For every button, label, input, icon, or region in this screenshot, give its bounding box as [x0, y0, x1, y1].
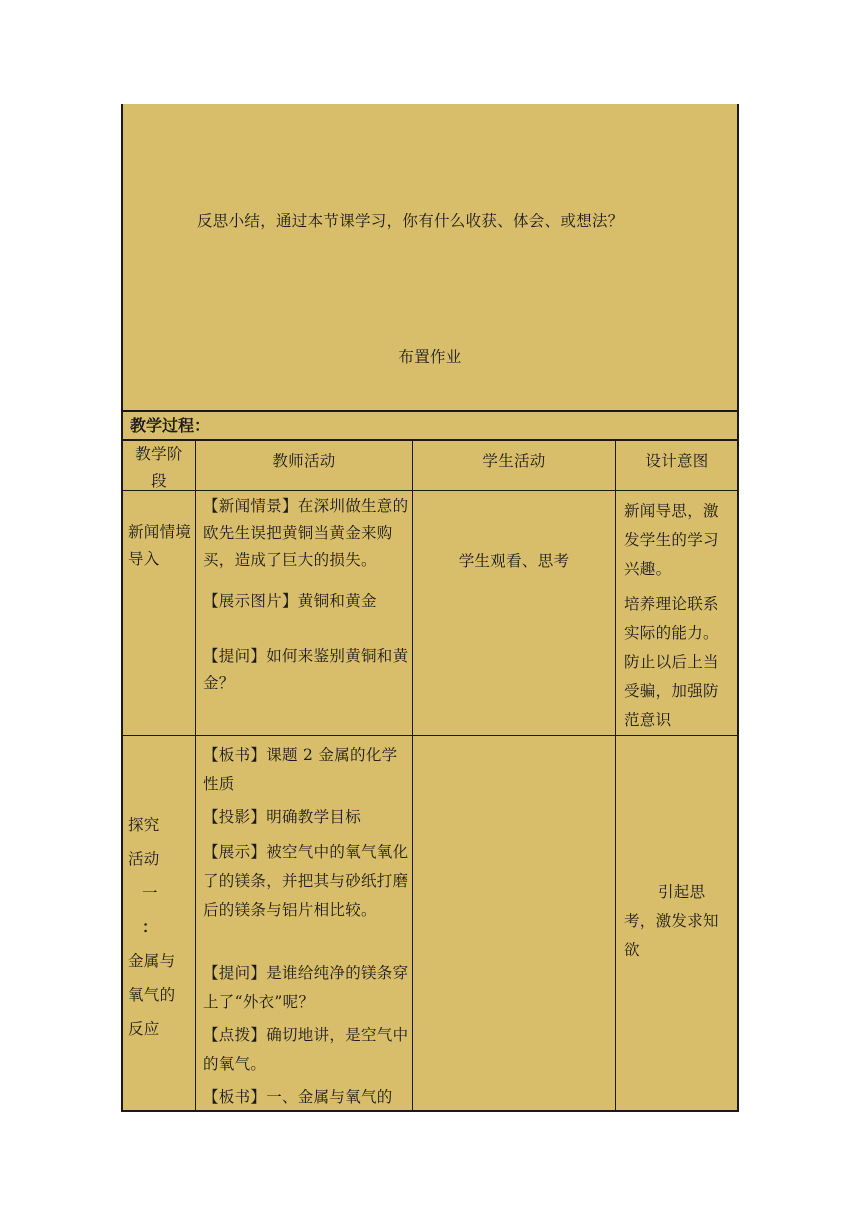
row-divider [121, 490, 739, 491]
section-label: 教学过程： [130, 416, 211, 435]
row2-stage-line: 活动 [128, 850, 160, 868]
row-divider [121, 735, 739, 736]
reflection-panel [121, 104, 739, 412]
row2-stage-line: 探究 [128, 816, 160, 834]
row2-teacher-show: 【展示】被空气中的氧气氧化了的镁条，并把其与砂纸打磨后的镁条与铝片相比较。 [203, 843, 409, 919]
row1-intent-2: 培养理论联系实际的能力。防止以后上当受骗，加强防范意识 [624, 595, 719, 729]
header-intent: 设计意图 [645, 452, 709, 470]
row2-stage-line: 反应 [128, 1020, 160, 1038]
row2-stage-line: 氧气的 [128, 986, 176, 1004]
row2-stage [128, 808, 192, 1046]
row2-teacher-question: 【提问】是谁给纯净的镁条穿上了“外衣”呢？ [203, 964, 409, 1011]
row1-teacher-news: 【新闻情景】在深圳做生意的欧先生误把黄铜当黄金来购买，造成了巨大的损失。 [203, 497, 409, 569]
homework-text: 布置作业 [398, 348, 462, 366]
col-divider [412, 439, 413, 1112]
reflection-text: 反思小结，通过本节课学习，你有什么收获、体会、或想法？ [197, 212, 624, 230]
row2-stage-line: ： [142, 917, 158, 936]
header-student: 学生活动 [482, 452, 546, 470]
row1-student: 学生观看、思考 [458, 552, 570, 570]
col-divider [195, 439, 196, 1112]
row2-teacher-board2: 【板书】一、金属与氧气的 [203, 1088, 393, 1106]
row2-teacher-board: 【板书】课题 2 金属的化学性质 [203, 746, 398, 793]
row1-teacher-question: 【提问】如何来鉴别黄铜和黄金？ [203, 647, 409, 692]
row2-stage-line: 一 [142, 884, 158, 902]
header-stage: 教学阶段 [135, 445, 183, 490]
section-label-row [121, 410, 739, 440]
row2-teacher-hint: 【点拨】确切地讲，是空气中的氧气。 [203, 1026, 409, 1073]
row1-stage: 新闻情境导入 [128, 523, 192, 568]
row1-teacher-image: 【展示图片】黄铜和黄金 [203, 592, 377, 610]
row2-teacher-projection: 【投影】明确教学目标 [203, 808, 362, 826]
row2-stage-line: 金属与 [128, 952, 176, 970]
header-teacher: 教师活动 [272, 452, 336, 470]
row1-intent-1: 新闻导思，激发学生的学习兴趣。 [624, 502, 719, 578]
row2-intent: 引起思考，激发求知欲 [624, 883, 719, 959]
col-divider [615, 439, 616, 1112]
